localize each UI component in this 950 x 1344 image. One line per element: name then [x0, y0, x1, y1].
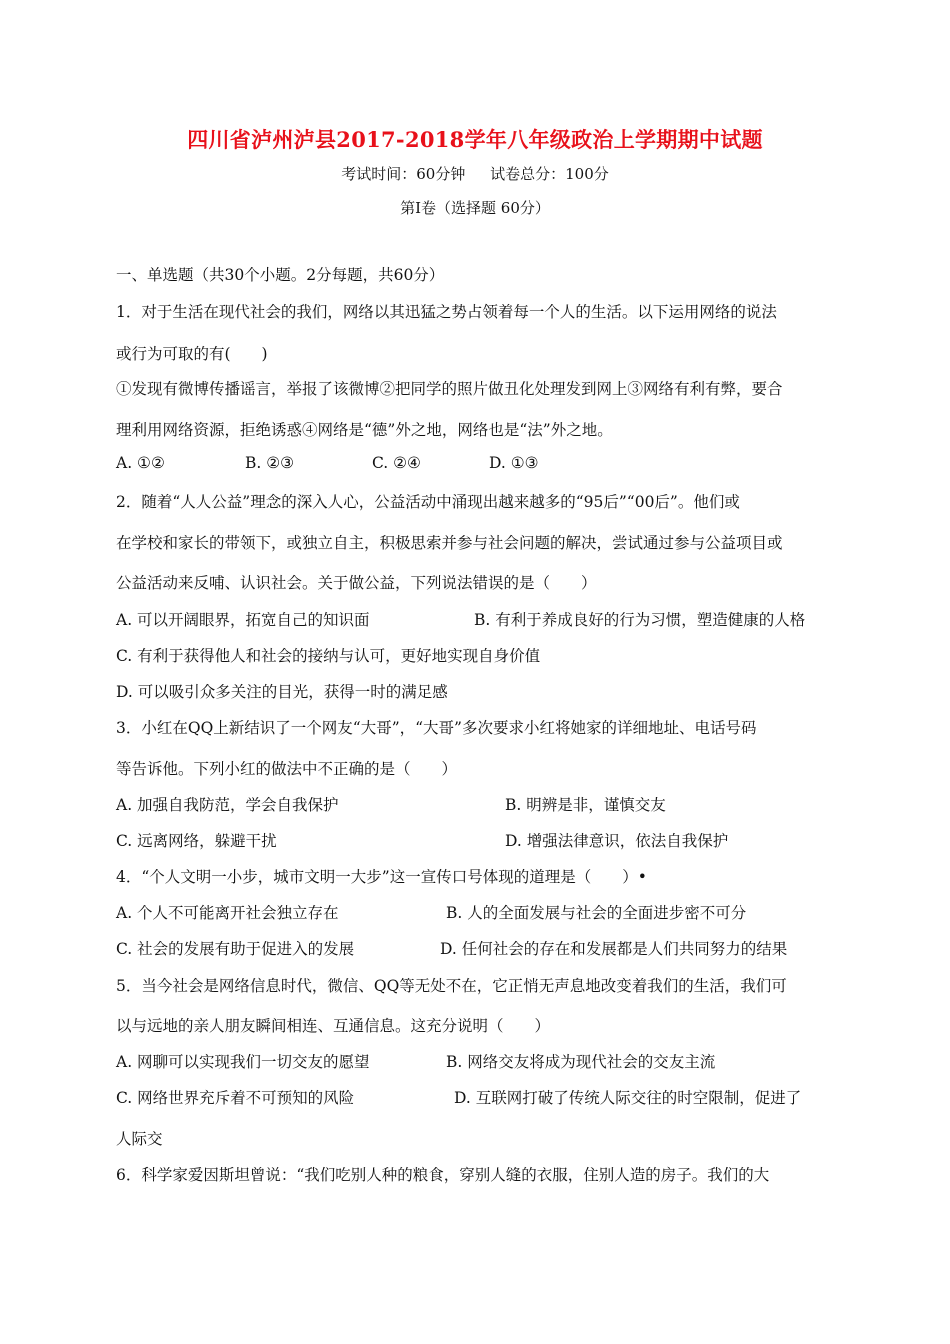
q3-option-d: D. 增强法律意识，依法自我保护 — [505, 832, 729, 850]
q2-stem-line: 公益活动来反哺、认识社会。关于做公益，下列说法错误的是（ ） — [116, 574, 597, 592]
q4-stem-line: 4．“个人文明一小步，城市文明一大步”这一宣传口号体现的道理是（ ）• — [116, 868, 647, 886]
volume-heading: 第I卷（选择题 60分） — [400, 199, 550, 217]
q2-option-d: D. 可以吸引众多关注的目光，获得一时的满足感 — [116, 683, 448, 701]
q6-stem-line: 6．科学家爱因斯坦曾说：“我们吃别人种的粮食，穿别人缝的衣服，住别人造的房子。我们的大 — [116, 1166, 770, 1184]
exam-title: 四川省泸州泸县2017-2018学年八年级政治上学期期中试题 — [187, 127, 763, 152]
q3-option-a: A. 加强自我防范，学会自我保护 — [116, 796, 339, 814]
q4-option-b: B. 人的全面发展与社会的全面进步密不可分 — [446, 904, 747, 922]
q2-option-b: B. 有利于养成良好的行为习惯，塑造健康的人格 — [474, 611, 806, 629]
q3-option-b: B. 明辨是非，谨慎交友 — [505, 796, 666, 814]
q2-stem-line: 2．随着“人人公益”理念的深入人心，公益活动中涌现出越来越多的“95后”“00后”。他们或 — [116, 493, 740, 511]
q3-stem-line: 3．小红在QQ上新结识了一个网友“大哥”，“大哥”多次要求小红将她家的详细地址、电话号码 — [116, 719, 757, 737]
q5-stem-line: 以与远地的亲人朋友瞬间相连、互通信息。这充分说明（ ） — [116, 1017, 551, 1035]
q1-option-d: D. ①③ — [489, 454, 539, 472]
q1-option-a: A. ①② — [116, 454, 165, 472]
q4-option-a: A. 个人不可能离开社会独立存在 — [116, 904, 339, 922]
q5-option-d-continuation: 人际交 — [116, 1130, 163, 1148]
q1-stem-line: 1．对于生活在现代社会的我们，网络以其迅猛之势占领着每一个人的生活。以下运用网络的说法 — [116, 303, 777, 321]
q5-option-c: C. 网络世界充斥着不可预知的风险 — [116, 1089, 355, 1107]
q1-stem-line: 或行为可取的有( ) — [116, 345, 268, 363]
q5-stem-line: 5．当今社会是网络信息时代，微信、QQ等无处不在，它正悄无声息地改变着我们的生活，我们可 — [116, 977, 787, 995]
q2-stem-line: 在学校和家长的带领下，或独立自主，积极思索并参与社会问题的解决，尝试通过参与公益项目或 — [116, 534, 783, 552]
q1-stem-line: 理利用网络资源，拒绝诱惑④网络是“德”外之地，网络也是“法”外之地。 — [116, 421, 613, 439]
q4-option-d: D. 任何社会的存在和发展都是人们共同努力的结果 — [440, 940, 788, 958]
q2-option-c: C. 有利于获得他人和社会的接纳与认可，更好地实现自身价值 — [116, 647, 541, 665]
q3-stem-line: 等告诉他。下列小红的做法中不正确的是（ ） — [116, 760, 458, 778]
q5-option-a: A. 网聊可以实现我们一切交友的愿望 — [116, 1053, 370, 1071]
exam-score: 试卷总分：100分 — [490, 165, 609, 183]
q1-option-c: C. ②④ — [372, 454, 421, 472]
q5-option-b: B. 网络交友将成为现代社会的交友主流 — [446, 1053, 716, 1071]
exam-meta — [0, 163, 950, 184]
q3-option-c: C. 远离网络，躲避干扰 — [116, 832, 277, 850]
q1-stem-line: ①发现有微博传播谣言，举报了该微博②把同学的照片做丑化处理发到网上③网络有利有弊，要合 — [116, 380, 783, 398]
exam-time: 考试时间：60分钟 — [341, 165, 466, 183]
q1-option-b: B. ②③ — [245, 454, 295, 472]
q5-option-d: D. 互联网打破了传统人际交往的时空限制，促进了 — [454, 1089, 802, 1107]
q2-option-a: A. 可以开阔眼界，拓宽自己的知识面 — [116, 611, 370, 629]
section-heading: 一、单选题（共30个小题。2分每题，共60分） — [116, 266, 445, 284]
q4-option-c: C. 社会的发展有助于促进入的发展 — [116, 940, 355, 958]
